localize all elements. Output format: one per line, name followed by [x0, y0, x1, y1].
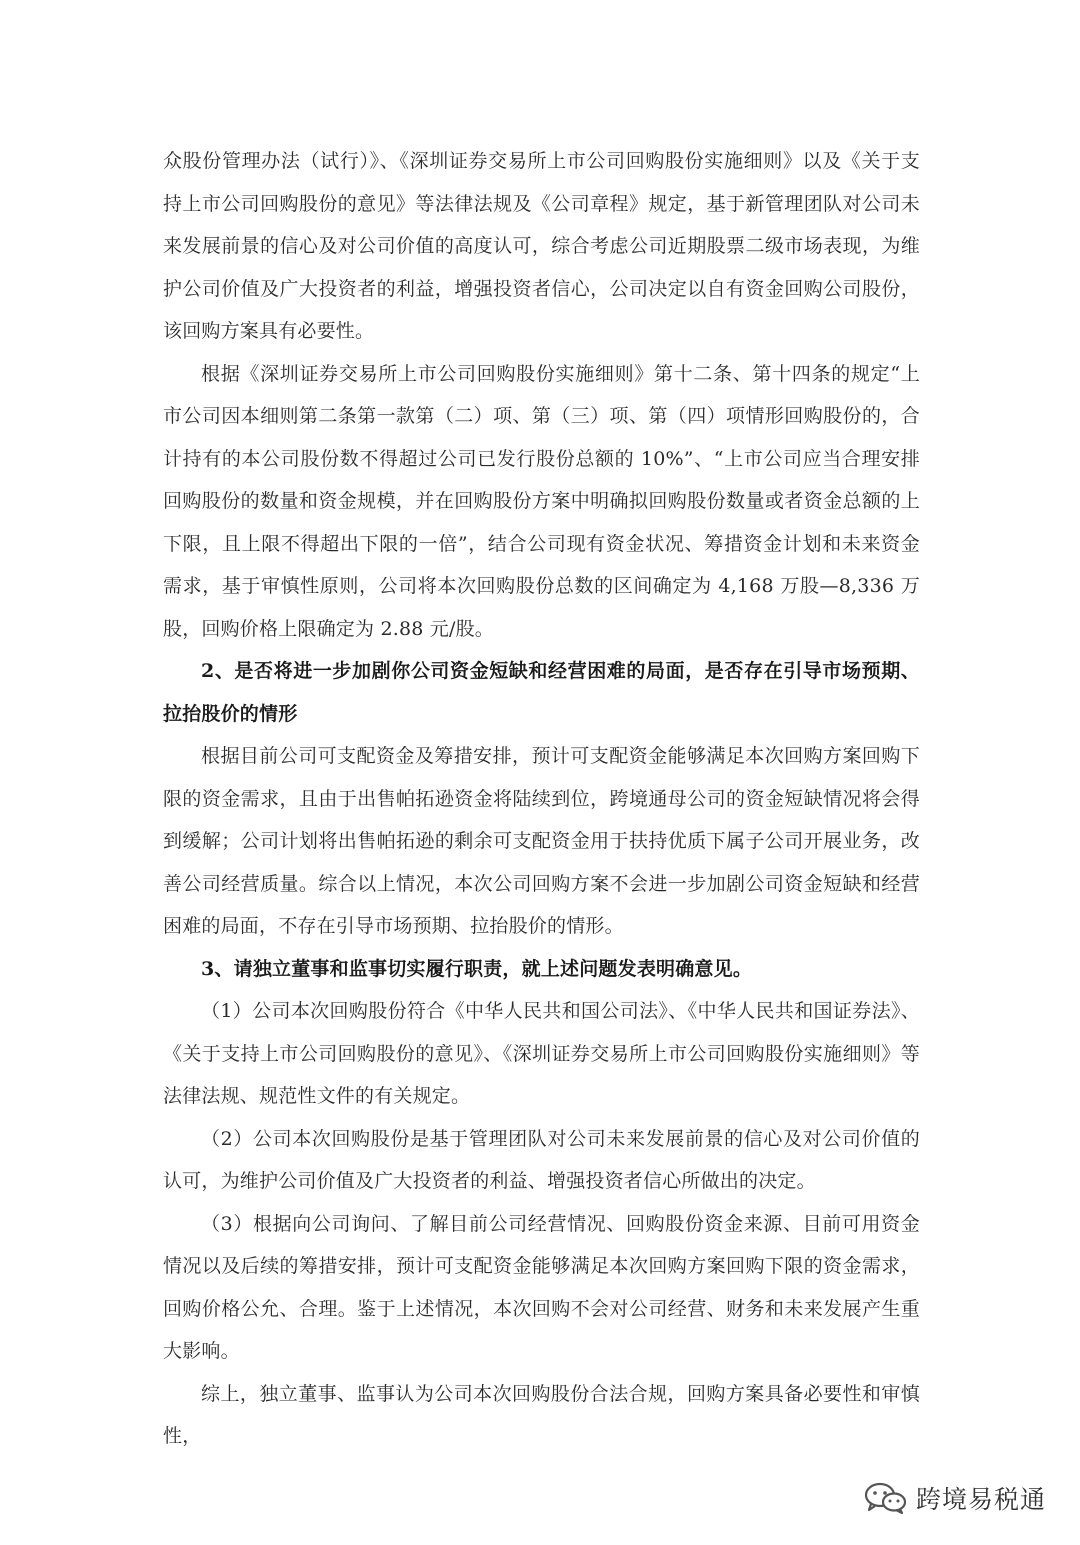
- opinion-item-3: （3）根据向公司询问、了解目前公司经营情况、回购股份资金来源、目前可用资金情况以及后续的筹措安排，预计可支配资金能够满足本次回购方案回购下限的资金需求，回购价格公允、合理。鉴于上述情况，本次回购不会对公司经营、财务和未来发展产生重大影响。: [163, 1212, 920, 1362]
- paragraph-2: 根据《深圳证券交易所上市公司回购股份实施细则》第十二条、第十四条的规定“上市公司因本细则第二条第一款第（二）项、第（三）项、第（四）项情形回购股份的，合计持有的本公司股份数不得超过公司已发行股份总额的 10%”、“上市公司应当合理安排回购股份的数量和资金规模，并在回购股份方案中明确拟回购股份数量或者资金总额的上下限，且上限不得超出下限的一倍”，结合公司现有资金状况、筹措资金计划和未来资金需求，基于审慎性原则，公司将本次回购股份总数的区间确定为 4,168 万股—8,336 万股，回购价格上限确定为 2.88 元/股。: [163, 362, 920, 640]
- paragraph-3: 根据目前公司可支配资金及筹措安排，预计可支配资金能够满足本次回购方案回购下限的资金需求，且由于出售帕拓逊资金将陆续到位，跨境通母公司的资金短缺情况将会得到缓解；公司计划将出售帕拓逊的剩余可支配资金用于扶持优质下属子公司开展业务，改善公司经营质量。综合以上情况，本次公司回购方案不会进一步加剧公司资金短缺和经营困难的局面，不存在引导市场预期、拉抬股价的情形。: [163, 745, 920, 937]
- opinion-item-1: （1）公司本次回购股份符合《中华人民共和国公司法》、《中华人民共和国证券法》、《关于支持上市公司回购股份的意见》、《深圳证券交易所上市公司回购股份实施细则》等法律法规、规范性文件的有关规定。: [163, 1000, 920, 1107]
- wechat-watermark: [862, 1478, 1046, 1518]
- document-body: [163, 140, 920, 1458]
- wechat-icon: [862, 1481, 908, 1515]
- opinion-item-2: （2）公司本次回购股份是基于管理团队对公司未来发展前景的信心及对公司价值的认可，为维护公司价值及广大投资者的利益、增强投资者信心所做出的决定。: [163, 1127, 920, 1192]
- paragraph-1: 众股份管理办法（试行）》、《深圳证券交易所上市公司回购股份实施细则》以及《关于支持上市公司回购股份的意见》等法律法规及《公司章程》规定，基于新管理团队对公司未来发展前景的信心及对公司价值的高度认可，综合考虑公司近期股票二级市场表现，为维护公司价值及广大投资者的利益，增强投资者信心，公司决定以自有资金回购公司股份，该回购方案具有必要性。: [163, 150, 920, 342]
- question-3-heading: 3、请独立董事和监事切实履行职责，就上述问题发表明确意见。: [201, 957, 753, 980]
- watermark-text: 跨境易税通: [915, 1485, 1046, 1514]
- question-2-heading: 2、是否将进一步加剧你公司资金短缺和经营困难的局面，是否存在引导市场预期、拉抬股价的情形: [163, 660, 920, 725]
- conclusion-paragraph: 综上，独立董事、监事认为公司本次回购股份合法合规，回购方案具备必要性和审慎性，: [163, 1382, 920, 1447]
